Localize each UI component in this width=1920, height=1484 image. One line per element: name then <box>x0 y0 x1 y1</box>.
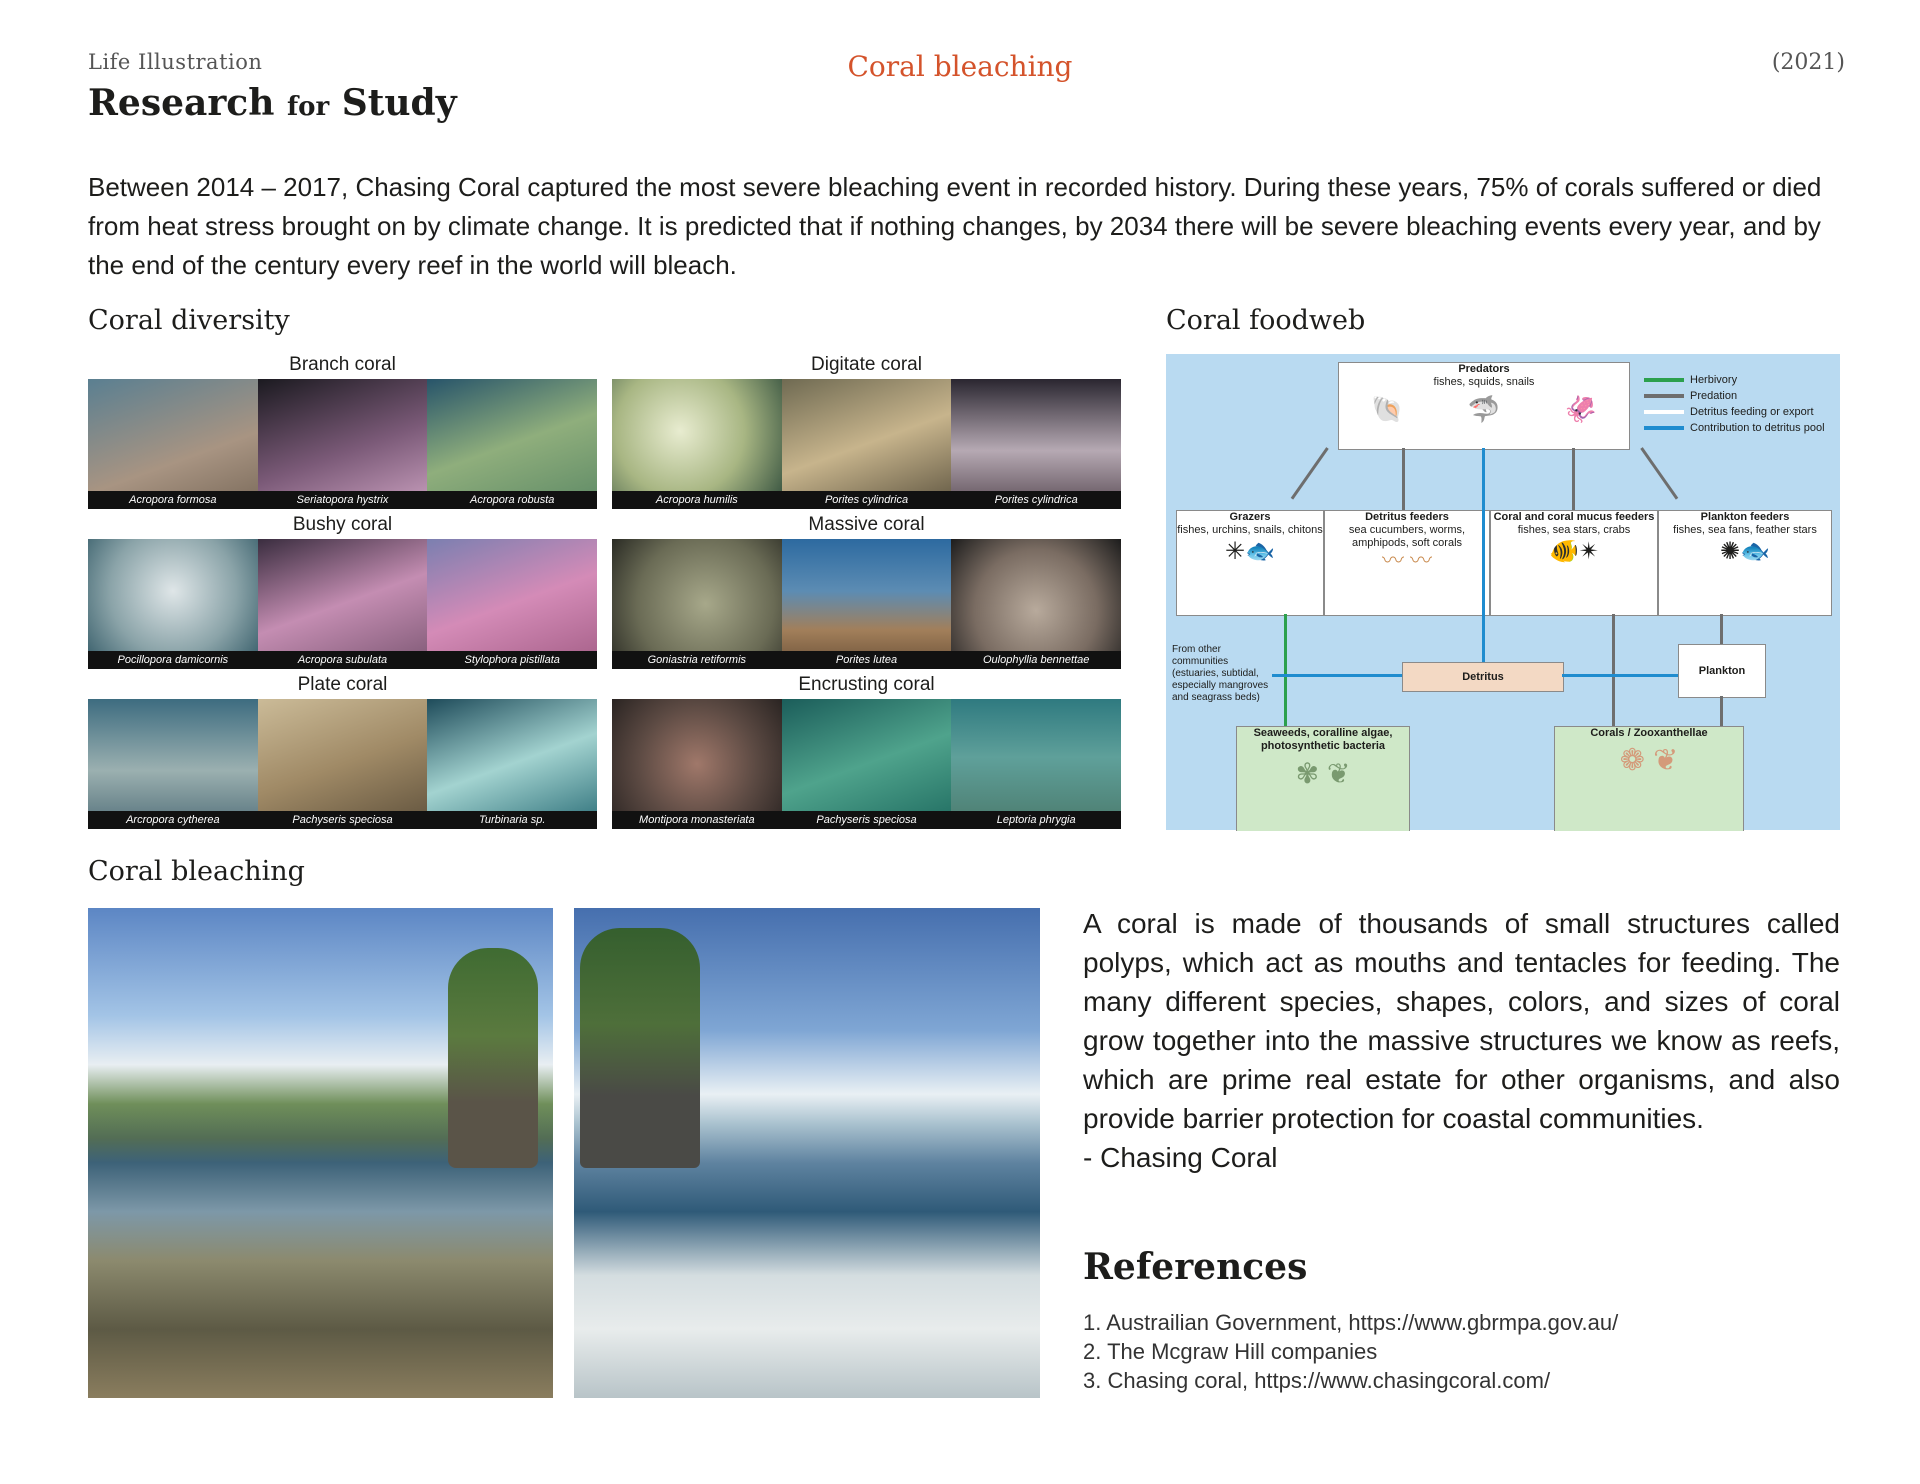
species-caption: Porites cylindrica <box>951 491 1121 509</box>
species-caption: Pocillopora damicornis <box>88 651 258 669</box>
coral-photo <box>951 379 1121 509</box>
kicker: Life Illustration <box>88 50 263 74</box>
group-label: Encrusting coral <box>798 674 935 695</box>
detritus-feeders-box <box>1324 510 1490 616</box>
coral-photo <box>88 379 258 509</box>
arrow-predation <box>1291 447 1329 500</box>
predators-box <box>1338 362 1630 450</box>
coral-photo <box>88 539 258 669</box>
arrow-predation <box>1720 614 1723 644</box>
seaweeds-box <box>1236 726 1410 831</box>
references-list <box>1083 1308 1618 1395</box>
plankton-feeders-sub: fishes, sea fans, feather stars <box>1673 524 1817 536</box>
corals-title: Corals / Zooxanthellae <box>1590 727 1708 739</box>
reference-item: 2. The Mcgraw Hill companies <box>1083 1339 1378 1364</box>
foodweb-heading: Coral foodweb <box>1166 305 1366 336</box>
center-title: Coral bleaching <box>847 50 1073 83</box>
legend-contribution: Contribution to detritus pool <box>1690 422 1825 434</box>
intro-paragraph: Between 2014 – 2017, Chasing Coral captured the most severe bleaching event in recorded history. During these years, 75% of corals suffered or died from heat stress brought on by climate change. It is predicted that if nothing changes, by 2034 there will be severe bleaching events every year, and by the end of the century every reef in the world will bleach. <box>88 172 1822 280</box>
species-caption: Pachyseris speciosa <box>782 811 952 829</box>
species-caption: Acropora robusta <box>427 491 597 509</box>
quote-author: - Chasing Coral <box>1083 1142 1278 1173</box>
detritus-box: Detritus <box>1402 662 1564 692</box>
species-caption: Leptoria phrygia <box>951 811 1121 829</box>
species-caption: Montipora monasteriata <box>612 811 782 829</box>
group-bushy <box>88 514 597 669</box>
quote-block <box>1083 904 1840 1177</box>
coral-photo <box>427 379 597 509</box>
reference-item: 3. Chasing coral, https://www.chasingcoral.com/ <box>1083 1368 1551 1393</box>
references-heading: References <box>1083 1246 1308 1288</box>
arrow-contribution <box>1482 448 1485 662</box>
arrow-predation <box>1720 696 1723 726</box>
coral-photo <box>427 539 597 669</box>
coral-photo <box>782 699 952 829</box>
species-caption: Arcropora cytherea <box>88 811 258 829</box>
legend-detritus-feeding: Detritus feeding or export <box>1690 406 1814 418</box>
coral-photo <box>612 379 782 509</box>
mucus-feeders-box <box>1490 510 1658 616</box>
group-digitate <box>612 354 1121 509</box>
group-label: Digitate coral <box>811 354 922 375</box>
legend-predation: Predation <box>1690 390 1738 402</box>
plankton-feeders-box <box>1658 510 1832 616</box>
legend-herbivory: Herbivory <box>1690 374 1738 386</box>
title-for: for <box>286 92 330 122</box>
coral-photo <box>427 699 597 829</box>
group-label: Bushy coral <box>292 514 393 535</box>
species-caption: Porites cylindrica <box>782 491 952 509</box>
algae-icon: ✾ ❦ <box>1295 758 1351 789</box>
species-caption: Stylophora pistillata <box>427 651 597 669</box>
predators-title: Predators <box>1458 363 1510 375</box>
shark-icon: 🦈 <box>1467 394 1501 424</box>
coral-photo <box>88 699 258 829</box>
coral-photo <box>612 539 782 669</box>
other-communities-label: From other communities (estuaries, subtidal, especially mangroves and seagrass beds) <box>1172 644 1269 703</box>
species-caption: Acropora subulata <box>258 651 428 669</box>
coral-icon: ❁ ❦ <box>1619 744 1679 777</box>
group-plate <box>88 674 597 829</box>
detritus-feeders-title: Detritus feeders <box>1365 511 1449 523</box>
arrow-predation <box>1572 448 1575 510</box>
arrow-predation <box>1612 614 1615 726</box>
grazers-sub: fishes, urchins, snails, chitons <box>1177 524 1323 536</box>
bleaching-heading: Coral bleaching <box>88 856 305 887</box>
group-branch <box>88 354 597 509</box>
legend-line-contribution <box>1644 426 1684 430</box>
grazers-title: Grazers <box>1229 511 1271 523</box>
squid-icon: 🦑 <box>1564 394 1597 424</box>
group-encrusting <box>612 674 1121 829</box>
rock-island <box>448 948 538 1168</box>
species-caption: Seriatopora hystrix <box>258 491 428 509</box>
species-caption: Pachyseris speciosa <box>258 811 428 829</box>
page-title <box>88 82 457 124</box>
mucus-feeders-title: Coral and coral mucus feeders <box>1493 511 1655 523</box>
plankton-box: Plankton <box>1678 644 1766 698</box>
reef-photo-bleached <box>574 908 1040 1398</box>
snail-icon: 🐚 <box>1371 394 1404 424</box>
species-caption: Turbinaria sp. <box>427 811 597 829</box>
group-label: Massive coral <box>808 514 925 535</box>
group-label: Branch coral <box>289 354 396 375</box>
foodweb-diagram <box>1166 354 1840 830</box>
legend-line-herbivory <box>1644 378 1684 382</box>
arrow-predation <box>1640 447 1678 500</box>
legend-line-predation <box>1644 394 1684 398</box>
group-massive <box>612 514 1121 669</box>
species-caption: Goniastria retiformis <box>612 651 782 669</box>
coral-photo <box>258 699 428 829</box>
corals-box <box>1554 726 1744 831</box>
species-caption: Acropora humilis <box>612 491 782 509</box>
worm-icon: 〰 〰 <box>1381 548 1433 573</box>
arrow-herbivory <box>1284 614 1287 726</box>
year: (2021) <box>1771 50 1845 75</box>
coral-photo <box>782 379 952 509</box>
coral-photo <box>951 699 1121 829</box>
plankton-feeders-title: Plankton feeders <box>1700 511 1790 523</box>
predators-sub: fishes, squids, snails <box>1433 376 1535 388</box>
legend-line-detritus <box>1644 410 1684 414</box>
coral-photo <box>258 539 428 669</box>
species-caption: Acropora formosa <box>88 491 258 509</box>
detritus-feeders-sub: sea cucumbers, worms, amphipods, soft corals <box>1348 524 1466 549</box>
seaweeds-title: Seaweeds, coralline algae, photosynthetic bacteria <box>1253 727 1393 752</box>
diversity-heading: Coral diversity <box>88 305 290 336</box>
species-caption: Porites lutea <box>782 651 952 669</box>
feather-star-fish-icon: ✺🐟 <box>1720 538 1770 565</box>
arrow-predation <box>1402 448 1405 510</box>
reef-photo-before <box>88 908 553 1398</box>
arrow-contribution <box>1562 674 1678 677</box>
coral-photo <box>612 699 782 829</box>
coral-photo <box>782 539 952 669</box>
rock-island <box>580 928 700 1168</box>
title-research: Research <box>88 82 275 124</box>
fish-starfish-icon: 🐠✴ <box>1549 538 1599 565</box>
reference-item: 1. Austrailian Government, https://www.gbrmpa.gov.au/ <box>1083 1310 1619 1335</box>
quote-text: A coral is made of thousands of small structures called polyps, which act as mouths and tentacles for feeding. The many different species, shapes, colors, and sizes of coral grow together into the massive structures we know as reefs, which are prime real estate for other organisms, and also provide barrier protection for coastal communities. <box>1083 908 1840 1134</box>
group-label: Plate coral <box>297 674 388 695</box>
species-caption: Oulophyllia bennettae <box>951 651 1121 669</box>
urchin-fish-icon: ✳🐟 <box>1225 538 1275 565</box>
coral-photo <box>258 379 428 509</box>
grazers-box <box>1176 510 1324 616</box>
mucus-feeders-sub: fishes, sea stars, crabs <box>1517 524 1631 536</box>
coral-photo <box>951 539 1121 669</box>
arrow-contribution <box>1272 674 1402 677</box>
title-study: Study <box>341 82 457 124</box>
